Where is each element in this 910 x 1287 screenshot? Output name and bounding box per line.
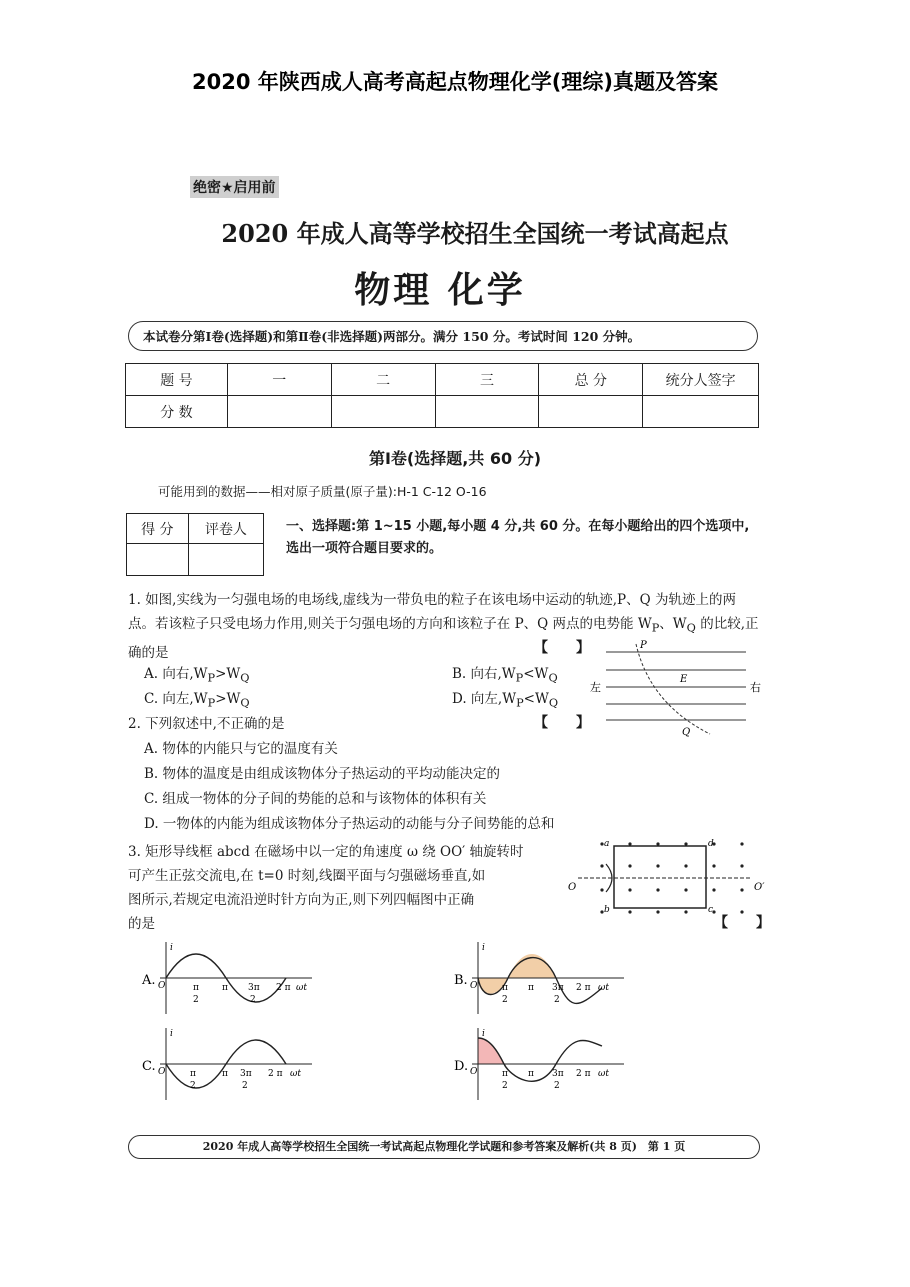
coil-frame-abcd [614,846,706,908]
score-header-3: 三 [435,364,539,396]
q1-option-b: B. 向右$,W_P<W_Q$ [452,666,558,685]
origin-label: O [470,981,478,991]
q3-graph-d [452,1024,632,1102]
q2-option-a: A. 物体的内能只与它的温度有关 [144,741,338,757]
point-q-label: Q [682,727,691,738]
corner-d-label: d [708,839,714,849]
score-header-total: 总 分 [539,364,643,396]
page-footer: 2020 年成人高等学校招生全国统一考试高起点物理化学试题和参考答案及解析(共 8 页) 第 1 页 [128,1135,760,1159]
graph-a-label: A. [142,973,156,988]
tick-2pi: 2 π [276,983,291,993]
exam-info-banner: 本试卷分第Ⅰ卷(选择题)和第Ⅱ卷(非选择题)两部分。满分 150 分。考试时间 120 分钟。 [128,321,758,351]
score-cell-3 [435,396,539,428]
origin-label: O [158,1067,166,1077]
document-title: 2020 年陕西成人高考高起点物理化学(理综)真题及答案 [192,70,718,94]
right-label: 右 [750,681,761,694]
q3-graph-b [452,938,632,1016]
subject-title: 物理 化学 [354,270,526,311]
score-header-1: 一 [227,364,331,396]
wt-label: ωt [290,1069,301,1079]
q3-answer-bracket: 【 】 [714,915,770,931]
grader-name-label: 评卷人 [188,514,263,544]
score-cell-signature [643,396,759,428]
q1-electric-field-figure [588,634,768,740]
i-label: i [170,943,173,953]
field-e-label: E [680,674,688,685]
q2-answer-bracket: 【 】 [534,715,590,731]
corner-a-label: a [604,839,610,849]
axis-o-prime-label: O′ [754,882,765,893]
q3-graph-a [140,938,320,1016]
tick-pi-over-2: π [190,1069,196,1079]
grader-box [126,513,264,576]
q3-line-3: 图所示,若规定电流沿逆时针方向为正,则下列四幅图中正确 [128,892,475,908]
tick-2pi: 2 π [576,983,591,993]
grader-score-label: 得 分 [127,514,189,544]
atomic-mass-data: 可能用到的数据——相对原子质量(原子量):H-1 C-12 O-16 [158,484,487,499]
tick-3pi-over-2: 3π [248,983,260,993]
origin-label: O [158,981,166,991]
tick-pi: π [528,1069,534,1079]
score-header-signature: 统分人签字 [643,364,759,396]
q2-option-d: D. 一物体的内能为组成该物体分子热运动的动能与分子间势能的总和 [144,816,555,832]
tick-pi-over-2: π [193,983,199,993]
score-cell-2 [331,396,435,428]
tick-pi: π [222,983,228,993]
i-label: i [482,943,485,953]
i-label: i [482,1029,485,1039]
q3-graph-c [140,1024,320,1102]
q1-stem: 1. 如图,实线为一匀强电场的电场线,虚线为一带负电的粒子在该电场中运动的轨迹,P、Q 为轨迹上的两点。若该粒子只受电场力作用,则关于匀强电场的方向和该粒子在 P、Q 两点的电势能 $W_P$、$W_Q$ 的比较,正确的是 [128,592,759,661]
origin-label: O [470,1067,478,1077]
tick-3pi-over-2: 3π [552,983,564,993]
tick-3pi-over-2: 3π [240,1069,252,1079]
score-row-label: 分 数 [126,396,228,428]
wt-label: ωt [598,983,609,993]
q1-answer-bracket: 【 】 [534,640,590,656]
wt-label: ωt [296,983,307,993]
tick-pi-over-2: π [502,1069,508,1079]
i-label: i [170,1029,173,1039]
corner-c-label: c [708,905,714,915]
graph-b-label: B. [454,973,468,988]
score-header-label: 题 号 [126,364,228,396]
q2-option-c: C. 组成一物体的分子间的势能的总和与该物体的体积有关 [144,791,487,807]
tick-den: 2 [502,1081,508,1091]
part1-title: 第Ⅰ卷(选择题,共 60 分) [368,449,542,468]
q2-option-b: B. 物体的温度是由组成该物体分子热运动的平均动能决定的 [144,766,501,782]
axis-o-label: O [568,882,577,893]
tick-den: 2 [554,1081,560,1091]
q1-option-a: A. 向右$,W_P>W_Q$ [144,666,250,685]
graph-c-label: C. [142,1059,156,1074]
tick-pi-over-2: π [502,983,508,993]
tick-pi: π [222,1069,228,1079]
q3-line-1: 3. 矩形导线框 abcd 在磁场中以一定的角速度 ω 绕 OO′ 轴旋转时 [128,844,524,860]
tick-den: 2 [242,1081,248,1091]
corner-b-label: b [604,905,610,915]
shade-region [478,1038,504,1064]
exam-title: 2020 年成人高等学校招生全国统一考试高起点 [221,219,729,248]
q3-line-4: 的是 [128,916,155,932]
tick-3pi-over-2: 3π [552,1069,564,1079]
wt-label: ωt [598,1069,609,1079]
score-table [125,363,759,428]
tick-den: 2 [502,995,508,1005]
q3-coil-figure [566,834,768,918]
score-cell-total [539,396,643,428]
tick-den: 2 [193,995,199,1005]
left-label: 左 [590,681,601,694]
score-header-2: 二 [331,364,435,396]
tick-2pi: 2 π [576,1069,591,1079]
secret-label: 绝密★启用前 [190,176,279,198]
tick-den: 2 [250,995,256,1005]
graph-d-label: D. [454,1059,469,1074]
tick-pi: π [528,983,534,993]
tick-den: 2 [190,1081,196,1091]
point-p-label: P [640,640,647,651]
score-cell-1 [227,396,331,428]
q2-stem: 2. 下列叙述中,不正确的是 [128,716,285,732]
q3-line-2: 可产生正弦交流电,在 t=0 时刻,线圈平面与匀强磁场垂直,如 [128,868,486,884]
grader-name-cell [188,544,263,576]
q1-option-d: D. 向左$,W_P<W_Q$ [452,691,559,710]
section-heading: 一、选择题:第 1~15 小题,每小题 4 分,共 60 分。在每小题给出的四个选项中,选出一项符合题目要求的。 [286,519,750,556]
tick-den: 2 [554,995,560,1005]
tick-2pi: 2 π [268,1069,283,1079]
grader-score-cell [127,544,189,576]
q1-option-c: C. 向左$,W_P>W_Q$ [144,691,250,710]
